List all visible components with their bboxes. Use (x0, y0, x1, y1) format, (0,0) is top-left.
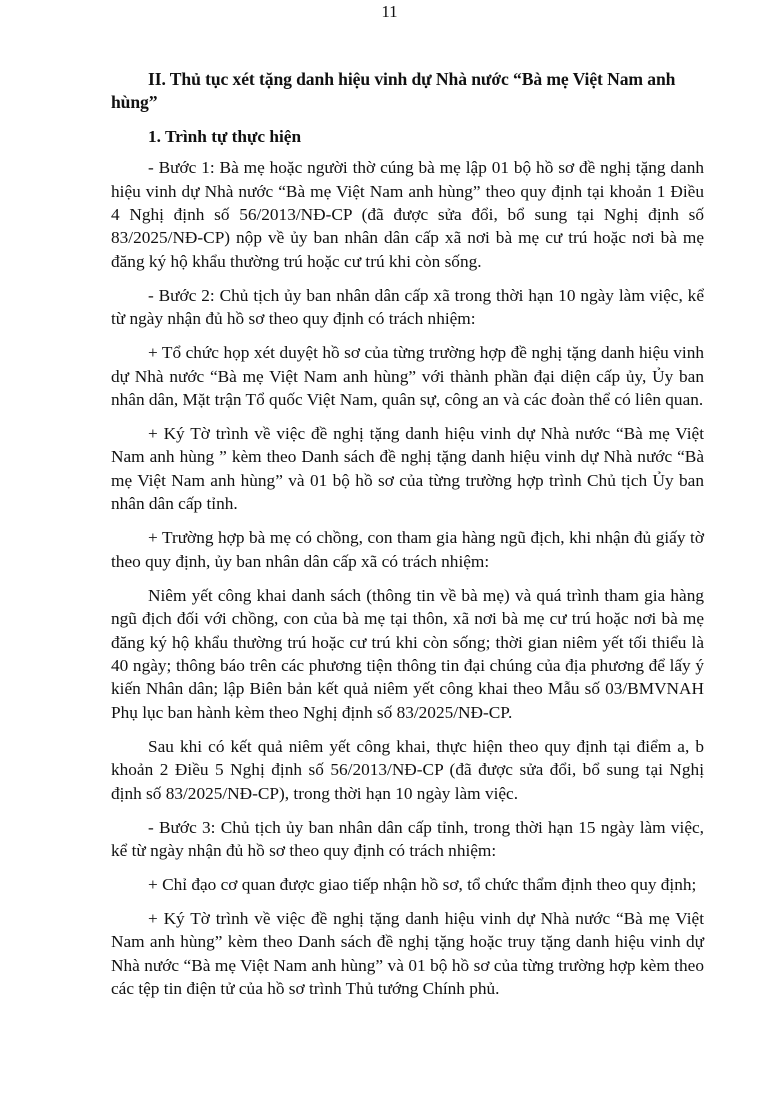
paragraph-step-2-enemy-case: + Trường hợp bà mẹ có chồng, con tham gia hàng ngũ địch, khi nhận đủ giấy tờ theo quy định, ủy ban nhân dân cấp xã có trách nhiệm: (111, 528, 704, 571)
paragraph-step-2-review: + Tổ chức họp xét duyệt hồ sơ của từng trường hợp đề nghị tặng danh hiệu vinh dự Nhà nước “Bà mẹ Việt Nam anh hùng” với thành phần đại diện cấp ủy, Ủy ban nhân dân, Mặt trận Tổ quốc Việt Nam, quân sự, công an và các đoàn thể có liên quan. (111, 343, 704, 410)
paragraph-step-3-appraisal: + Chỉ đạo cơ quan được giao tiếp nhận hồ sơ, tổ chức thẩm định theo quy định; (148, 874, 697, 894)
document-body (111, 68, 704, 1011)
paragraph-after-posting: Sau khi có kết quả niêm yết công khai, thực hiện theo quy định tại điểm a, b khoản 2 Điều 5 Nghị định số 56/2013/NĐ-CP (đã được sửa đổi, bổ sung tại Nghị định số 83/2025/NĐ-CP), trong thời hạn 10 ngày làm việc. (111, 736, 704, 803)
paragraph-step-2: - Bước 2: Chủ tịch ủy ban nhân dân cấp xã trong thời hạn 10 ngày làm việc, kể từ ngày nhận đủ hồ sơ theo quy định có trách nhiệm: (111, 285, 704, 329)
paragraph-step-3: - Bước 3: Chủ tịch ủy ban nhân dân cấp tỉnh, trong thời hạn 15 ngày làm việc, kể từ ngày nhận đủ hồ sơ theo quy định có trách nhiệm: (111, 817, 704, 860)
subsection-title: 1. Trình tự thực hiện (148, 126, 302, 146)
section-title: II. Thủ tục xét tặng danh hiệu vinh dự Nhà nước “Bà mẹ Việt Nam anh hùng” (111, 69, 676, 113)
paragraph-step-3-sign: + Ký Tờ trình về việc đề nghị tặng danh hiệu vinh dự Nhà nước “Bà mẹ Việt Nam anh hùng” kèm theo Danh sách đề nghị tặng hoặc truy tặng danh hiệu vinh dự Nhà nước “Bà mẹ Việt Nam anh hùng” và 01 bộ hồ sơ của từng trường hợp kèm theo các tệp tin điện tử của hồ sơ trình Thủ tướng Chính phủ. (111, 908, 704, 999)
page-number: 11 (381, 2, 398, 21)
paragraph-public-posting: Niêm yết công khai danh sách (thông tin về bà mẹ) và quá trình tham gia hàng ngũ địch đối với chồng, con của bà mẹ tại thôn, xã nơi bà mẹ cư trú hoặc nơi bà mẹ đăng ký hộ khẩu thường trú hoặc cư trú khi còn sống; thời gian niêm yết tối thiểu là 40 ngày; thông báo trên các phương tiện thông tin đại chúng của địa phương để lấy ý kiến Nhân dân; lập Biên bản kết quả niêm yết công khai theo Mẫu số 03/BMVNAH Phụ lục ban hành kèm theo Nghị định số 83/2025/NĐ-CP. (111, 585, 704, 722)
paragraph-step-1: - Bước 1: Bà mẹ hoặc người thờ cúng bà mẹ lập 01 bộ hồ sơ đề nghị tặng danh hiệu vinh dự Nhà nước “Bà mẹ Việt Nam anh hùng” theo quy định tại khoản 1 Điều 4 Nghị định số 56/2013/NĐ-CP (đã được sửa đổi, bổ sung tại Nghị định số 83/2025/NĐ-CP) nộp về ủy ban nhân dân cấp xã nơi bà mẹ cư trú hoặc nơi bà mẹ đăng ký hộ khẩu thường trú hoặc cư trú khi còn sống. (111, 158, 704, 271)
paragraph-step-2-sign: + Ký Tờ trình về việc đề nghị tặng danh hiệu vinh dự Nhà nước “Bà mẹ Việt Nam anh hùng ” kèm theo Danh sách đề nghị tặng danh hiệu vinh dự Nhà nước “Bà mẹ Việt Nam anh hùng” và 01 bộ hồ sơ của từng trường hợp trình Chủ tịch Ủy ban nhân dân cấp tỉnh. (111, 424, 704, 514)
